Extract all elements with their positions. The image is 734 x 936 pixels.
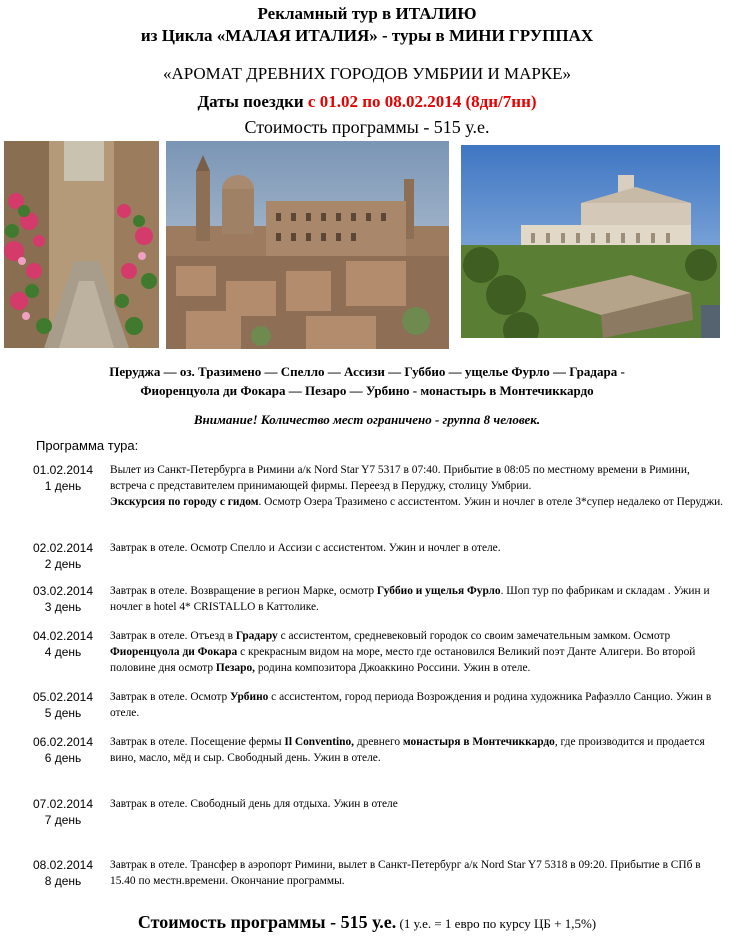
desc-highlight: Экскурсия по городу с гидом — [110, 496, 259, 508]
day-date — [31, 796, 95, 828]
title-line-2: из Цикла «МАЛАЯ ИТАЛИЯ» - туры в МИНИ ГРУППАХ — [140, 26, 594, 45]
date-value: 01.02.2014 — [32, 463, 94, 477]
tour-name: «АРОМАТ ДРЕВНИХ ГОРОДОВ УМБРИИ И МАРКЕ» — [162, 64, 572, 83]
desc-text: с крекрасным видом на море, место где остановился Великий поэт Данте Алигери. Во второй половине дня осмотр — [110, 646, 696, 674]
desc-text: с ассистентом, средневековый городок со своим замечательным замком. Осмотр — [277, 630, 671, 642]
desc-text: с ассистентом, город периода Возрождения и родина художника Рафаэлло Санцио. Ужин в отеле. — [110, 691, 712, 719]
day-number: 6 день — [44, 751, 82, 765]
day-description — [110, 734, 725, 766]
footer-cost-note: (1 у.е. = 1 евро по курсу ЦБ + 1,5%) — [396, 916, 597, 931]
date-value: 07.02.2014 — [32, 797, 94, 811]
day-description: Завтрак в отеле. Осмотр Спелло и Ассизи с ассистентом. Ужин и ночлег в отеле. — [110, 542, 501, 554]
desc-text: Завтрак в отеле. Посещение фермы — [110, 736, 285, 748]
desc-text: . Осмотр Озера Тразимено с ассистентом. Ужин и ночлег в отеле 3*супер недалеко от Перуджи. — [258, 496, 724, 508]
day-number: 5 день — [44, 706, 82, 720]
desc-highlight: Фиоренцуола ди Фокара — [110, 646, 238, 658]
desc-highlight: Il Conventino, — [284, 736, 355, 748]
date-value: 02.02.2014 — [32, 541, 94, 555]
group-size-warning: Внимание! Количество мест ограничено - группа 8 человек. — [193, 412, 541, 427]
desc-text: , где производится и продается вино, масло, мёд и сыр. Свободный день. Ужин в отеле. — [110, 736, 705, 764]
desc-highlight: Пезаро, — [215, 662, 255, 674]
day-description — [110, 628, 725, 676]
day-number: 2 день — [44, 557, 82, 571]
day-description: Завтрак в отеле. Свободный день для отдыха. Ужин в отеле — [110, 798, 398, 810]
day-number: 4 день — [44, 645, 82, 659]
dates-value: с 01.02 по 08.02.2014 (8дн/7нн) — [307, 92, 537, 111]
urbino-ducal-palace-photo — [166, 141, 449, 349]
desc-highlight: Урбино — [230, 691, 269, 703]
desc-text: родина композитора Джоаккино Россини. Ужин в отеле. — [255, 662, 531, 674]
desc-highlight: Губбио и ущелья Фурло — [376, 585, 501, 597]
day-date — [31, 857, 95, 889]
footer-cost-main: Стоимость программы - 515 у.е. — [137, 912, 397, 932]
date-value: 05.02.2014 — [32, 690, 94, 704]
day-date — [31, 540, 95, 572]
day-description — [110, 583, 725, 615]
day-number: 7 день — [44, 813, 82, 827]
assisi-basilica-photo — [461, 145, 720, 338]
desc-text: Вылет из Санкт-Петербурга в Римини а/к Nord Star Y7 5317 в 07:40. Прибытие в 08:05 по местному времени в Римини, встреча с представителем принимающей фирмы. Переезд в Перуджу, столицу Умбрии. — [110, 464, 690, 492]
desc-text: Завтрак в отеле. Возвращение в регион Марке, осмотр — [110, 585, 377, 597]
desc-text: . Шоп тур по фабрикам и складам . Ужин и ночлег в hotel 4* CRISTALLO в Каттолике. — [110, 585, 710, 613]
tour-dates — [0, 92, 734, 112]
date-value: 06.02.2014 — [32, 735, 94, 749]
date-value: 04.02.2014 — [32, 629, 94, 643]
day-description — [110, 689, 725, 721]
title-line-1: Рекламный тур в ИТАЛИЮ — [257, 4, 477, 23]
tour-cost: Стоимость программы - 515 у.е. — [244, 117, 490, 137]
day-number: 8 день — [44, 874, 82, 888]
route-line-1: Перуджа — оз. Тразимено — Спелло — Ассизи — Губбио — ущелье Фурло — Градара - — [109, 364, 625, 379]
day-date — [31, 462, 95, 494]
desc-text: Завтрак в отеле. Осмотр — [110, 691, 231, 703]
day-description: Завтрак в отеле. Трансфер в аэропорт Римини, вылет в Санкт-Петербург а/к Nord Star Y7 5318 в 09:20. Прибытие в СПб в 15.40 по местн.времени. Окончание программы. — [110, 859, 701, 887]
desc-text: древнего — [354, 736, 403, 748]
desc-highlight: монастыря в Монтечиккардо — [402, 736, 555, 748]
desc-text: Завтрак в отеле. Отъезд в — [110, 630, 236, 642]
day-date — [31, 628, 95, 660]
date-value: 08.02.2014 — [32, 858, 94, 872]
day-date — [31, 734, 95, 766]
route-cities — [40, 362, 694, 400]
day-number: 3 день — [44, 600, 82, 614]
date-value: 03.02.2014 — [32, 584, 94, 598]
route-line-2: Фиоренцуола ди Фокара — Пезаро — Урбино - монастырь в Монтечиккардо — [140, 383, 594, 398]
flower-alley-photo — [4, 141, 159, 348]
footer-cost — [0, 912, 734, 933]
day-number: 1 день — [44, 479, 82, 493]
day-date — [31, 689, 95, 721]
day-date — [31, 583, 95, 615]
program-label: Программа тура: — [36, 438, 139, 453]
day-description — [110, 462, 725, 510]
desc-highlight: Градару — [235, 630, 278, 642]
dates-prefix: Даты поездки — [197, 92, 304, 111]
